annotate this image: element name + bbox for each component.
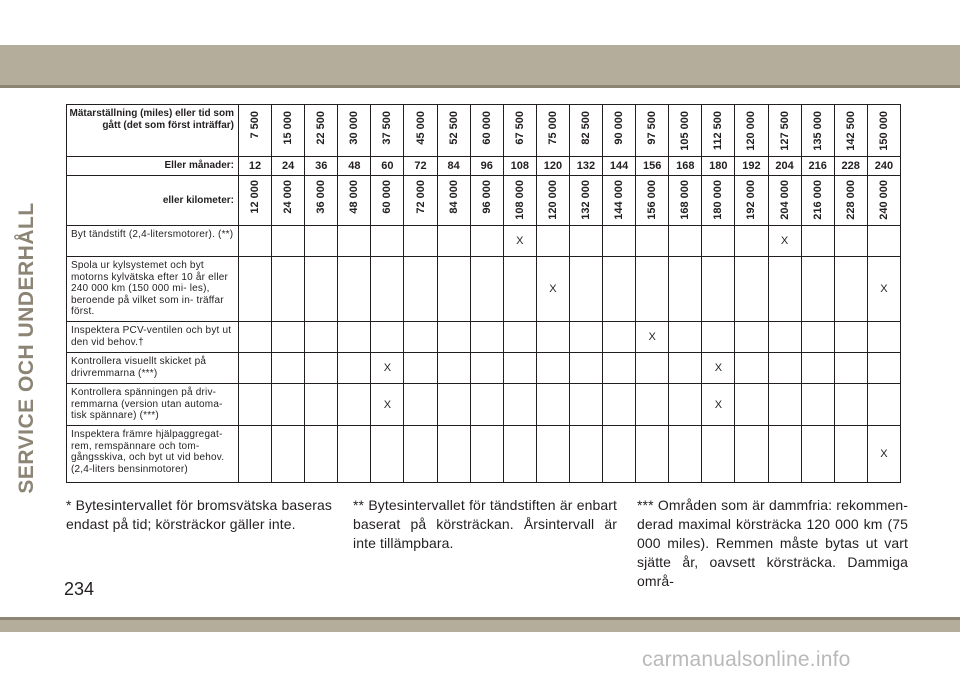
empty-cell (636, 426, 669, 483)
empty-cell (404, 384, 437, 426)
miles-value: 150 000 (877, 111, 890, 151)
service-mark: X (867, 257, 900, 322)
months-value: 180 (702, 157, 735, 176)
empty-cell (801, 353, 834, 384)
months-value: 12 (239, 157, 272, 176)
empty-cell (768, 322, 801, 353)
months-row-label: Eller månader: (67, 157, 239, 176)
miles-value: 142 500 (844, 111, 857, 151)
months-value: 72 (404, 157, 437, 176)
empty-cell (569, 384, 602, 426)
empty-cell (371, 322, 404, 353)
empty-cell (536, 226, 569, 257)
service-mark: X (867, 426, 900, 483)
empty-cell (867, 353, 900, 384)
km-value: 108 000 (513, 180, 526, 220)
empty-cell (338, 226, 371, 257)
miles-header-cell (503, 105, 536, 157)
watermark-text: carmanualsonline.info (642, 648, 851, 671)
empty-cell (735, 322, 768, 353)
months-value: 240 (867, 157, 900, 176)
km-value: 12 000 (249, 180, 262, 214)
empty-cell (702, 426, 735, 483)
km-header-row (67, 176, 901, 226)
empty-cell (305, 322, 338, 353)
km-header-cell (338, 176, 371, 226)
empty-cell (669, 353, 702, 384)
empty-cell (305, 257, 338, 322)
miles-header-cell (569, 105, 602, 157)
miles-header-row (67, 105, 901, 157)
empty-cell (669, 226, 702, 257)
empty-cell (768, 353, 801, 384)
task-row (67, 426, 901, 483)
miles-header-cell (867, 105, 900, 157)
miles-header-cell (702, 105, 735, 157)
empty-cell (834, 353, 867, 384)
empty-cell (636, 226, 669, 257)
km-header-cell (669, 176, 702, 226)
empty-cell (536, 384, 569, 426)
empty-cell (272, 226, 305, 257)
km-header-cell (569, 176, 602, 226)
months-value: 132 (569, 157, 602, 176)
empty-cell (470, 353, 503, 384)
empty-cell (569, 322, 602, 353)
miles-value: 52 500 (447, 111, 460, 145)
empty-cell (503, 426, 536, 483)
months-value: 216 (801, 157, 834, 176)
empty-cell (702, 226, 735, 257)
months-value: 96 (470, 157, 503, 176)
footnote-brake-fluid: * Bytesintervallet för bromsvätska baseras endast på tid; körsträckor gäller inte. (66, 497, 332, 532)
km-value: 204 000 (778, 180, 791, 220)
km-header-cell (735, 176, 768, 226)
empty-cell (503, 322, 536, 353)
km-value: 156 000 (646, 180, 659, 220)
miles-header-cell (437, 105, 470, 157)
km-value: 24 000 (282, 180, 295, 214)
km-value: 36 000 (315, 180, 328, 214)
months-value: 204 (768, 157, 801, 176)
service-mark: X (503, 226, 536, 257)
empty-cell (735, 384, 768, 426)
empty-cell (669, 257, 702, 322)
empty-cell (470, 226, 503, 257)
empty-cell (239, 353, 272, 384)
km-header-cell (437, 176, 470, 226)
empty-cell (735, 426, 768, 483)
empty-cell (338, 384, 371, 426)
km-header-cell (768, 176, 801, 226)
miles-value: 60 000 (480, 111, 493, 145)
empty-cell (305, 353, 338, 384)
empty-cell (603, 384, 636, 426)
empty-cell (470, 384, 503, 426)
miles-value: 15 000 (282, 111, 295, 145)
miles-header-cell (603, 105, 636, 157)
empty-cell (272, 257, 305, 322)
empty-cell (669, 426, 702, 483)
maintenance-schedule-table (66, 104, 901, 483)
empty-cell (239, 426, 272, 483)
service-mark: X (636, 322, 669, 353)
empty-cell (404, 257, 437, 322)
km-value: 192 000 (745, 180, 758, 220)
km-value: 228 000 (844, 180, 857, 220)
months-value: 60 (371, 157, 404, 176)
miles-header-cell (470, 105, 503, 157)
km-header-cell (801, 176, 834, 226)
empty-cell (569, 226, 602, 257)
miles-value: 82 500 (579, 111, 592, 145)
empty-cell (867, 384, 900, 426)
km-header-cell (272, 176, 305, 226)
km-header-cell (536, 176, 569, 226)
empty-cell (239, 384, 272, 426)
task-row (67, 353, 901, 384)
km-header-cell (702, 176, 735, 226)
empty-cell (470, 322, 503, 353)
empty-cell (834, 384, 867, 426)
empty-cell (768, 257, 801, 322)
empty-cell (272, 426, 305, 483)
service-mark: X (371, 384, 404, 426)
empty-cell (536, 426, 569, 483)
empty-cell (669, 384, 702, 426)
km-header-cell (305, 176, 338, 226)
empty-cell (338, 426, 371, 483)
empty-cell (569, 426, 602, 483)
empty-cell (470, 257, 503, 322)
empty-cell (404, 426, 437, 483)
miles-value: 127 500 (778, 111, 791, 151)
service-mark: X (768, 226, 801, 257)
km-header-cell (470, 176, 503, 226)
empty-cell (239, 257, 272, 322)
footnote-spark-plugs: ** Bytesintervallet för tändstiften är enbart baserat på körsträckan. Årsintervall är inte tillämpbara. (353, 497, 617, 551)
miles-value: 75 000 (546, 111, 559, 145)
empty-cell (735, 226, 768, 257)
empty-cell (768, 384, 801, 426)
empty-cell (239, 322, 272, 353)
task-row (67, 322, 901, 353)
km-header-cell (404, 176, 437, 226)
empty-cell (437, 257, 470, 322)
km-value: 168 000 (679, 180, 692, 220)
miles-value: 135 000 (811, 111, 824, 151)
km-header-cell (636, 176, 669, 226)
empty-cell (338, 322, 371, 353)
km-value: 48 000 (348, 180, 361, 214)
top-decorative-band (0, 45, 960, 85)
task-row (67, 257, 901, 322)
empty-cell (437, 384, 470, 426)
empty-cell (338, 257, 371, 322)
empty-cell (603, 226, 636, 257)
miles-header-cell (636, 105, 669, 157)
empty-cell (470, 426, 503, 483)
task-label: Inspektera PCV-ventilen och byt ut den vid behov.† (67, 322, 239, 353)
km-value: 60 000 (381, 180, 394, 214)
empty-cell (272, 384, 305, 426)
empty-cell (834, 426, 867, 483)
empty-cell (503, 384, 536, 426)
km-value: 120 000 (546, 180, 559, 220)
km-value: 180 000 (712, 180, 725, 220)
empty-cell (404, 226, 437, 257)
miles-value: 45 000 (414, 111, 427, 145)
months-value: 48 (338, 157, 371, 176)
miles-row-label: Mätarställning (miles) eller tid som gått (det som först inträffar) (67, 105, 239, 157)
empty-cell (834, 322, 867, 353)
months-header-row (67, 157, 901, 176)
empty-cell (569, 353, 602, 384)
empty-cell (503, 257, 536, 322)
empty-cell (636, 384, 669, 426)
km-header-cell (371, 176, 404, 226)
km-value: 144 000 (613, 180, 626, 220)
empty-cell (603, 322, 636, 353)
miles-value: 97 500 (646, 111, 659, 145)
empty-cell (735, 257, 768, 322)
km-header-cell (239, 176, 272, 226)
miles-header-cell (735, 105, 768, 157)
empty-cell (503, 353, 536, 384)
miles-header-cell (768, 105, 801, 157)
empty-cell (272, 322, 305, 353)
miles-header-cell (371, 105, 404, 157)
miles-value: 22 500 (315, 111, 328, 145)
months-value: 36 (305, 157, 338, 176)
empty-cell (636, 257, 669, 322)
task-label: Byt tändstift (2,4-litersmotorer). (**) (67, 226, 239, 257)
empty-cell (404, 322, 437, 353)
section-side-title-text: SERVICE OCH UNDERHÅLL (15, 202, 38, 494)
miles-header-cell (669, 105, 702, 157)
empty-cell (735, 353, 768, 384)
empty-cell (305, 426, 338, 483)
months-value: 120 (536, 157, 569, 176)
miles-header-cell (536, 105, 569, 157)
empty-cell (801, 322, 834, 353)
empty-cell (702, 322, 735, 353)
months-value: 192 (735, 157, 768, 176)
empty-cell (371, 226, 404, 257)
miles-header-cell (305, 105, 338, 157)
miles-value: 112 500 (712, 111, 725, 151)
empty-cell (338, 353, 371, 384)
empty-cell (801, 257, 834, 322)
km-header-cell (867, 176, 900, 226)
task-row (67, 384, 901, 426)
months-value: 228 (834, 157, 867, 176)
months-value: 84 (437, 157, 470, 176)
empty-cell (404, 353, 437, 384)
empty-cell (834, 257, 867, 322)
miles-header-cell (834, 105, 867, 157)
empty-cell (603, 426, 636, 483)
km-value: 132 000 (579, 180, 592, 220)
empty-cell (702, 257, 735, 322)
miles-header-cell (239, 105, 272, 157)
task-label: Kontrollera spänningen på driv- remmarna (version utan automa- tisk spännare) (***) (67, 384, 239, 426)
empty-cell (867, 226, 900, 257)
km-value: 216 000 (811, 180, 824, 220)
footnote-dust-free-areas: *** Områden som är dammfria: rekommen- derad maximal körsträcka 120 000 km (75 000 miles). Remmen måste bytas ut vart sjätte år, oavsett körsträcka. Dammiga områ- (637, 497, 908, 589)
empty-cell (801, 226, 834, 257)
km-value: 84 000 (447, 180, 460, 214)
km-value: 96 000 (480, 180, 493, 214)
bottom-decorative-band (0, 620, 960, 632)
empty-cell (437, 426, 470, 483)
months-value: 24 (272, 157, 305, 176)
empty-cell (437, 226, 470, 257)
miles-value: 90 000 (613, 111, 626, 145)
miles-value: 7 500 (249, 111, 262, 139)
km-header-cell (503, 176, 536, 226)
service-mark: X (702, 353, 735, 384)
service-mark: X (371, 353, 404, 384)
empty-cell (272, 353, 305, 384)
months-value: 144 (603, 157, 636, 176)
miles-value: 67 500 (513, 111, 526, 145)
empty-cell (603, 353, 636, 384)
page-number: 234 (64, 579, 95, 599)
empty-cell (536, 322, 569, 353)
empty-cell (801, 426, 834, 483)
empty-cell (437, 322, 470, 353)
km-header-cell (834, 176, 867, 226)
empty-cell (305, 226, 338, 257)
empty-cell (305, 384, 338, 426)
empty-cell (867, 322, 900, 353)
empty-cell (669, 322, 702, 353)
miles-header-cell (272, 105, 305, 157)
miles-value: 30 000 (348, 111, 361, 145)
miles-header-cell (338, 105, 371, 157)
empty-cell (437, 353, 470, 384)
empty-cell (371, 426, 404, 483)
km-row-label: eller kilometer: (67, 176, 239, 226)
months-value: 156 (636, 157, 669, 176)
top-band-rule (0, 85, 960, 88)
task-label: Spola ur kylsystemet och byt motorns kylvätska efter 10 år eller 240 000 km (150 000 mi- les), beroende på vilket som in- träffar först. (67, 257, 239, 322)
miles-header-cell (404, 105, 437, 157)
service-mark: X (536, 257, 569, 322)
km-header-cell (603, 176, 636, 226)
months-value: 108 (503, 157, 536, 176)
service-mark: X (702, 384, 735, 426)
empty-cell (768, 426, 801, 483)
empty-cell (636, 353, 669, 384)
empty-cell (834, 226, 867, 257)
km-value: 72 000 (414, 180, 427, 214)
empty-cell (603, 257, 636, 322)
months-value: 168 (669, 157, 702, 176)
task-row (67, 226, 901, 257)
miles-value: 105 000 (679, 111, 692, 151)
empty-cell (801, 384, 834, 426)
miles-value: 37 500 (381, 111, 394, 145)
empty-cell (569, 257, 602, 322)
empty-cell (536, 353, 569, 384)
task-label: Inspektera främre hjälpaggregat- rem, remspännare och tom- gångsskiva, och byt ut vid behov. (2,4-liters bensinmotorer) (67, 426, 239, 483)
task-label: Kontrollera visuellt skicket på drivremmarna (***) (67, 353, 239, 384)
miles-value: 120 000 (745, 111, 758, 151)
empty-cell (371, 257, 404, 322)
miles-header-cell (801, 105, 834, 157)
km-value: 240 000 (877, 180, 890, 220)
empty-cell (239, 226, 272, 257)
